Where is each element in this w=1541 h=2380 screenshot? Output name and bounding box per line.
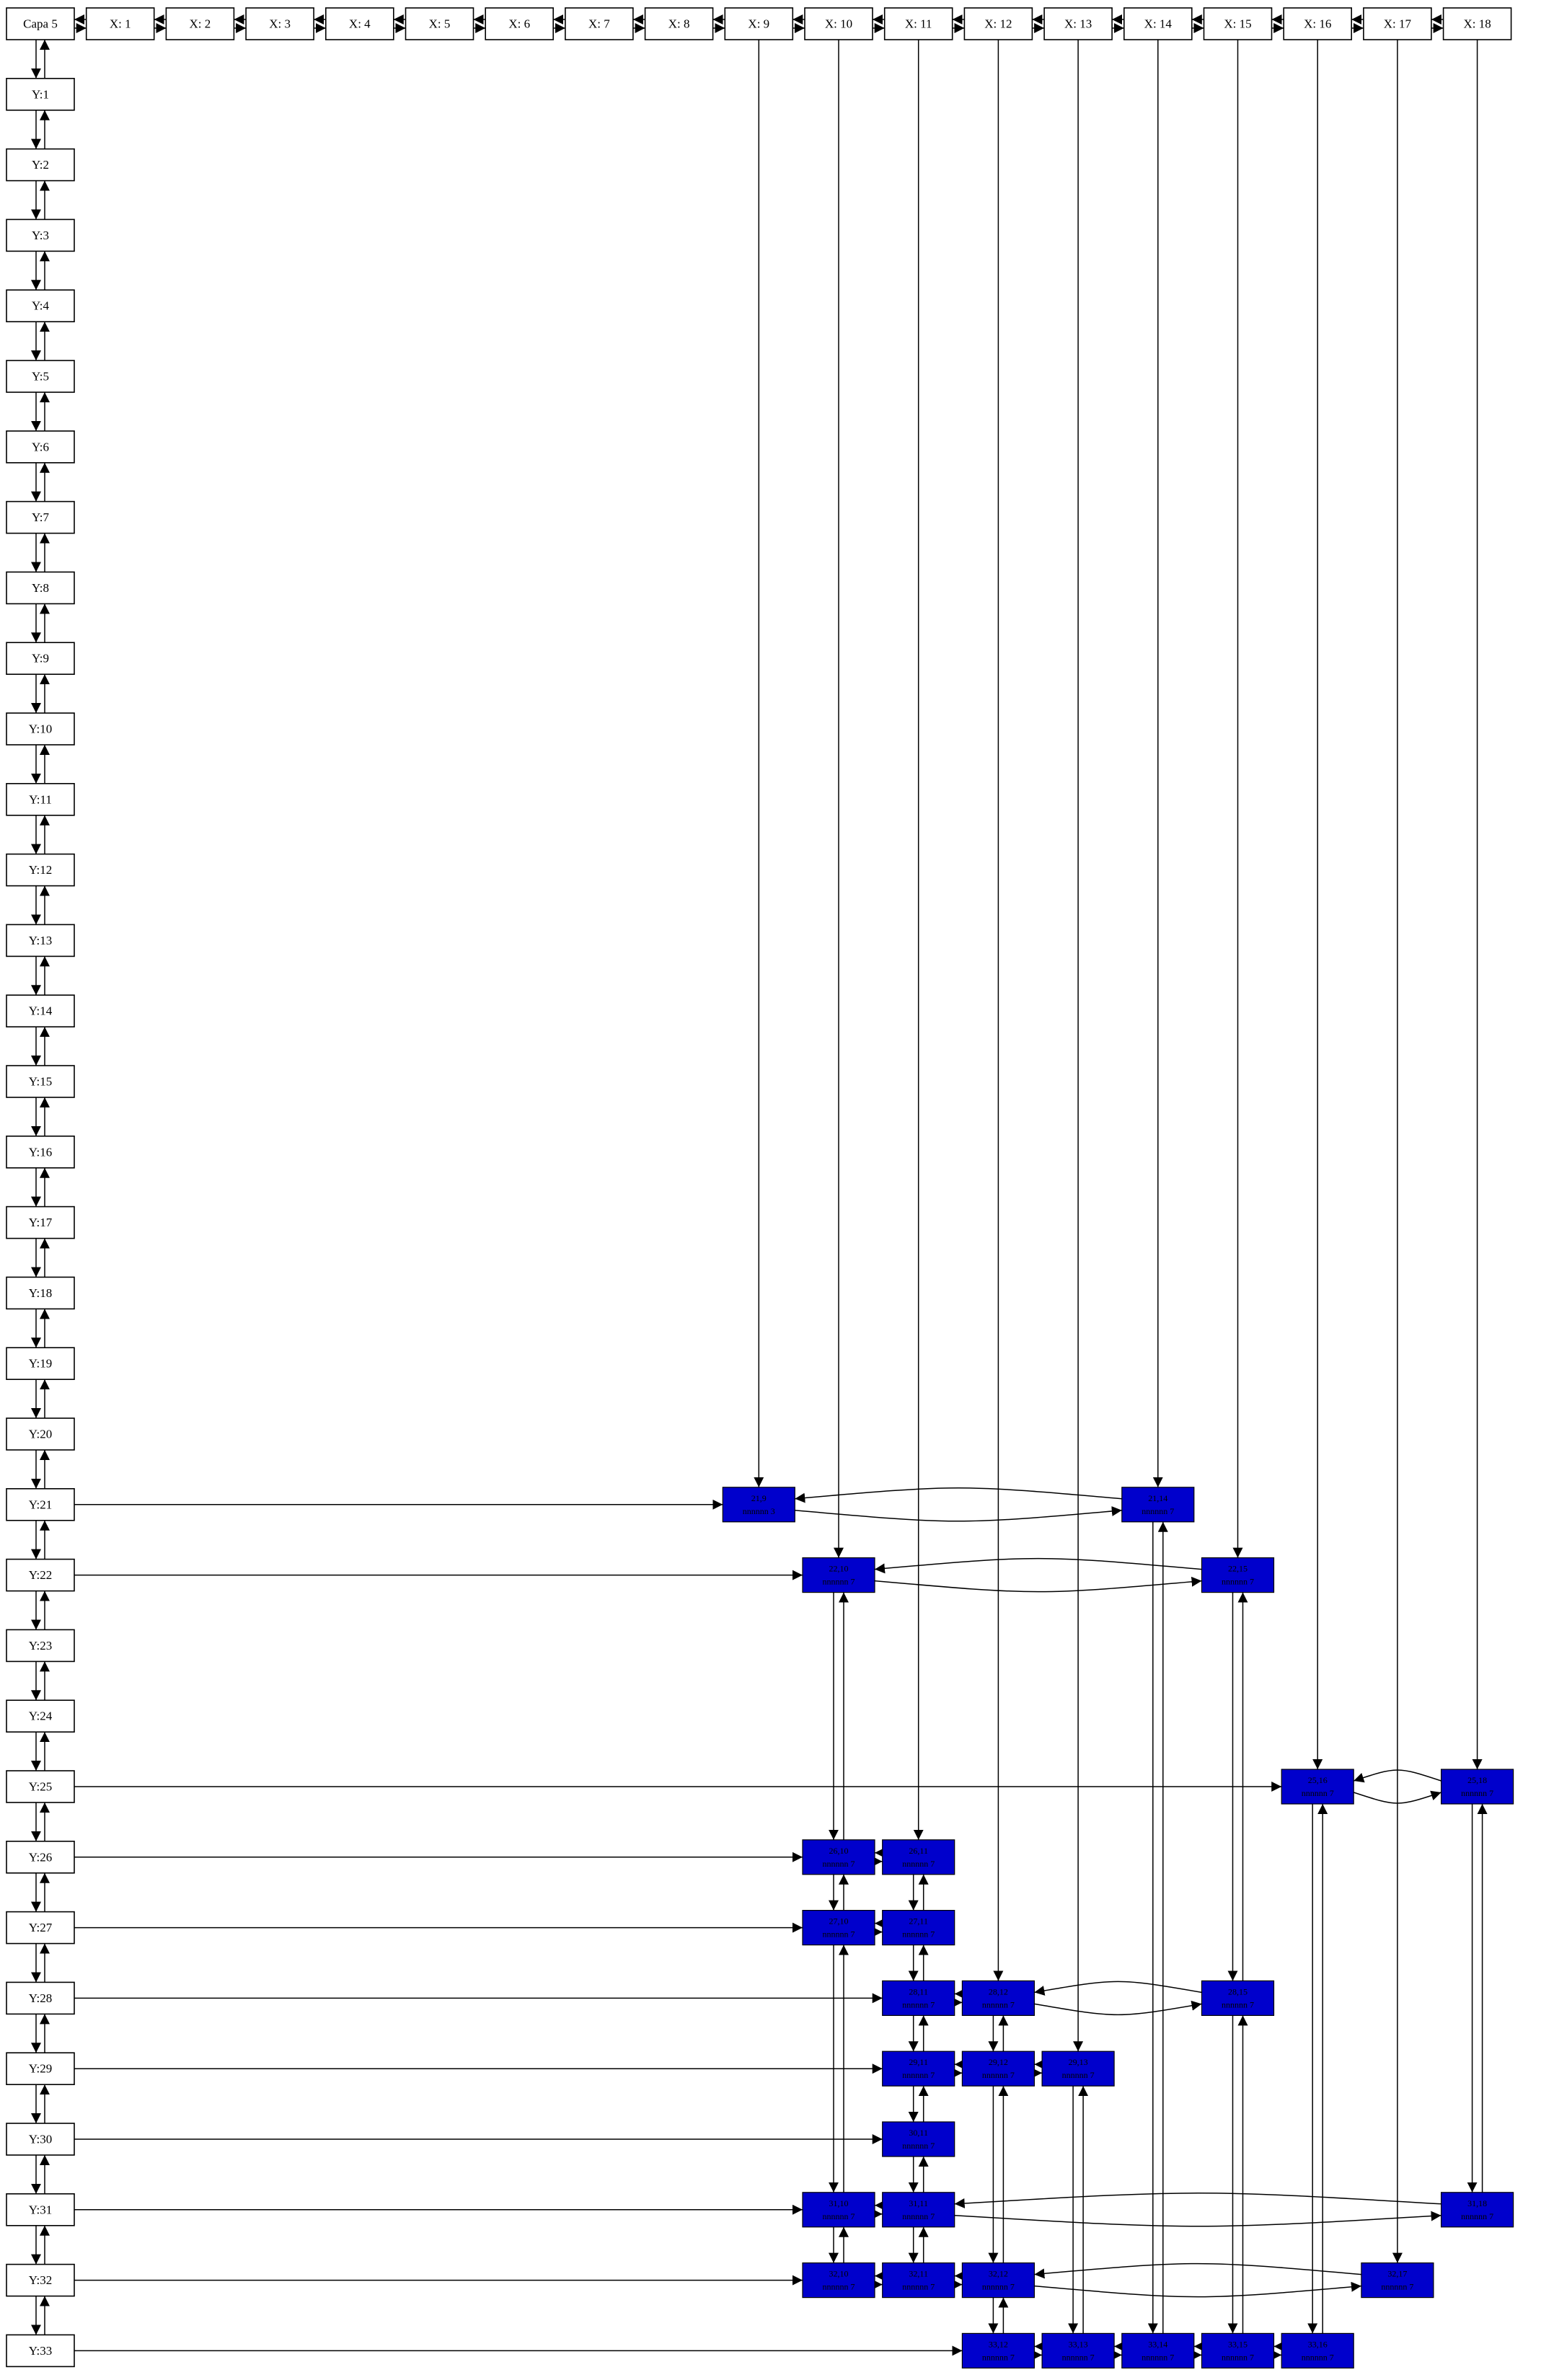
cell-node[interactable]: [1122, 1487, 1194, 1522]
x-header-8[interactable]: [645, 8, 713, 40]
cell-node[interactable]: [723, 1487, 795, 1522]
x-header-4-label: X: 4: [348, 17, 371, 31]
y-header-5[interactable]: [6, 360, 74, 392]
cell-node[interactable]: [883, 2193, 955, 2227]
y-header-20[interactable]: [6, 1418, 74, 1450]
cell-node[interactable]: [883, 2051, 955, 2086]
cell-subtitle: nnnnnn 7: [822, 1929, 855, 1939]
x-header-5-label: X: 5: [428, 17, 451, 31]
y-header-20-label: Y:20: [28, 1427, 53, 1441]
cell-title: 28,12: [988, 1986, 1008, 1997]
x-header-3[interactable]: [246, 8, 314, 40]
y-header-30[interactable]: [6, 2123, 74, 2155]
x-header-17-label: X: 17: [1383, 17, 1412, 31]
x-header-12[interactable]: [964, 8, 1032, 40]
cell-node[interactable]: [1202, 2333, 1274, 2368]
cell-title: 33,16: [1307, 2339, 1328, 2350]
row-link-forward: [795, 1510, 1122, 1521]
x-header-14-label: X: 14: [1144, 17, 1172, 31]
x-header-10-label: X: 10: [824, 17, 853, 31]
x-header-6-label: X: 6: [508, 17, 531, 31]
y-header-14-label: Y:14: [28, 1004, 53, 1018]
cell-node[interactable]: [1202, 1981, 1274, 2015]
cell-subtitle: nnnnnn 7: [981, 2352, 1015, 2363]
cell-title: 32,12: [988, 2268, 1008, 2279]
row-link-forward: [1034, 2004, 1201, 2014]
root-node[interactable]: [6, 8, 74, 40]
cell-node[interactable]: [962, 2051, 1034, 2086]
cell-node[interactable]: [803, 2263, 875, 2298]
x-header-16-label: X: 16: [1304, 17, 1332, 31]
cell-subtitle: nnnnnn 7: [902, 1858, 935, 1869]
cell-title: 33,15: [1228, 2339, 1248, 2350]
cell-title: 26,10: [829, 1845, 849, 1856]
cell-title: 26,11: [909, 1845, 928, 1856]
cell-title: 21,14: [1148, 1492, 1168, 1503]
cell-title: 31,18: [1467, 2198, 1488, 2208]
cell-subtitle: nnnnnn 7: [902, 2070, 935, 2081]
y-header-7[interactable]: [6, 502, 74, 534]
cell-node[interactable]: [803, 2193, 875, 2227]
y-header-21[interactable]: [6, 1489, 74, 1521]
y-header-31-label: Y:31: [28, 2203, 53, 2217]
y-header-19-label: Y:19: [28, 1356, 53, 1371]
y-header-22-label: Y:22: [28, 1568, 53, 1583]
x-header-4[interactable]: [326, 8, 394, 40]
x-header-8-label: X: 8: [668, 17, 690, 31]
y-header-18-label: Y:18: [28, 1286, 53, 1300]
cell-subtitle: nnnnnn 3: [742, 1505, 775, 1516]
cell-subtitle: nnnnnn 7: [902, 2141, 935, 2151]
y-header-32-label: Y:32: [28, 2273, 53, 2288]
cell-node[interactable]: [962, 2263, 1034, 2298]
y-header-12-label: Y:12: [28, 863, 53, 877]
y-header-25[interactable]: [6, 1771, 74, 1802]
y-header-31[interactable]: [6, 2194, 74, 2226]
y-header-10[interactable]: [6, 713, 74, 745]
x-header-7-label: X: 7: [588, 17, 610, 31]
cell-subtitle: nnnnnn 7: [822, 1576, 855, 1587]
cell-node[interactable]: [1281, 2333, 1354, 2368]
y-header-4[interactable]: [6, 290, 74, 322]
x-header-15[interactable]: [1204, 8, 1272, 40]
x-header-7[interactable]: [565, 8, 633, 40]
root-node-label: Capa 5: [23, 17, 58, 31]
cell-subtitle: nnnnnn 7: [1142, 2352, 1175, 2363]
y-header-13-label: Y:13: [28, 933, 53, 947]
y-header-1[interactable]: [6, 79, 74, 110]
x-header-1[interactable]: [87, 8, 154, 40]
cell-title: 31,10: [829, 2198, 849, 2208]
cell-title: 32,17: [1387, 2268, 1408, 2279]
x-header-2-label: X: 2: [189, 17, 211, 31]
x-header-3-label: X: 3: [269, 17, 291, 31]
cell-subtitle: nnnnnn 7: [981, 1999, 1015, 2010]
cell-subtitle: nnnnnn 7: [1461, 1788, 1494, 1798]
y-header-19[interactable]: [6, 1348, 74, 1379]
cell-node[interactable]: [803, 1840, 875, 1875]
cell-title: 33,12: [988, 2339, 1008, 2350]
cell-node[interactable]: [883, 2263, 955, 2298]
x-header-14[interactable]: [1124, 8, 1192, 40]
cell-subtitle: nnnnnn 7: [1061, 2352, 1095, 2363]
cell-title: 28,15: [1228, 1986, 1248, 1997]
y-header-33[interactable]: [6, 2335, 74, 2366]
row-link-forward: [955, 2216, 1441, 2226]
cell-subtitle: nnnnnn 7: [1222, 1576, 1254, 1587]
cell-node[interactable]: [962, 2333, 1034, 2368]
y-header-11[interactable]: [6, 784, 74, 815]
cell-title: 25,18: [1467, 1775, 1488, 1785]
y-header-8-label: Y:8: [32, 580, 49, 595]
y-header-6-label: Y:6: [32, 440, 49, 454]
y-header-25-label: Y:25: [28, 1779, 53, 1794]
x-header-6[interactable]: [485, 8, 553, 40]
row-link-back: [1034, 1981, 1201, 1992]
y-header-7-label: Y:7: [32, 510, 49, 525]
cell-node[interactable]: [1122, 2333, 1194, 2368]
y-header-3[interactable]: [6, 219, 74, 251]
cell-subtitle: nnnnnn 7: [981, 2281, 1015, 2292]
x-header-18-label: X: 18: [1463, 17, 1491, 31]
cell-title: 30,11: [909, 2128, 928, 2138]
y-header-2[interactable]: [6, 149, 74, 181]
x-header-18[interactable]: [1444, 8, 1511, 40]
y-header-3-label: Y:3: [32, 228, 49, 242]
x-header-13-label: X: 13: [1064, 17, 1092, 31]
node-layer: [6, 8, 1514, 2368]
y-header-28[interactable]: [6, 1982, 74, 2014]
cell-title: 21,9: [751, 1492, 767, 1503]
x-header-11-label: X: 11: [904, 17, 932, 31]
cell-title: 22,15: [1228, 1563, 1248, 1574]
y-header-6[interactable]: [6, 431, 74, 463]
cell-subtitle: nnnnnn 7: [1301, 2352, 1334, 2363]
y-header-1-label: Y:1: [32, 87, 49, 102]
cell-subtitle: nnnnnn 7: [822, 2211, 855, 2221]
cell-subtitle: nnnnnn 7: [1142, 1505, 1175, 1516]
cell-subtitle: nnnnnn 7: [1222, 2352, 1254, 2363]
y-header-12[interactable]: [6, 854, 74, 886]
y-header-23[interactable]: [6, 1629, 74, 1661]
y-header-10-label: Y:10: [28, 722, 53, 736]
cell-title: 27,11: [909, 1916, 928, 1926]
y-header-8[interactable]: [6, 572, 74, 603]
y-header-29[interactable]: [6, 2053, 74, 2084]
y-header-11-label: Y:11: [29, 792, 52, 807]
y-header-24-label: Y:24: [28, 1709, 53, 1723]
cell-node[interactable]: [1202, 1558, 1274, 1593]
cell-node[interactable]: [883, 1911, 955, 1945]
y-header-13[interactable]: [6, 924, 74, 956]
cell-title: 29,11: [909, 2057, 928, 2068]
x-header-2[interactable]: [166, 8, 234, 40]
y-header-4-label: Y:4: [32, 298, 49, 313]
cell-subtitle: nnnnnn 7: [1061, 2070, 1095, 2081]
cell-node[interactable]: [883, 1840, 955, 1875]
cell-subtitle: nnnnnn 7: [1461, 2211, 1494, 2221]
cell-node[interactable]: [1441, 2193, 1514, 2227]
y-header-27[interactable]: [6, 1912, 74, 1944]
y-header-33-label: Y:33: [28, 2343, 53, 2358]
y-header-32[interactable]: [6, 2265, 74, 2296]
y-header-15-label: Y:15: [28, 1074, 53, 1089]
cell-title: 33,13: [1068, 2339, 1088, 2350]
y-header-16-label: Y:16: [28, 1145, 53, 1159]
cell-node[interactable]: [1042, 2051, 1114, 2086]
x-header-9[interactable]: [725, 8, 792, 40]
cell-title: 32,11: [909, 2268, 928, 2279]
cell-title: 28,11: [909, 1986, 928, 1997]
cell-title: 32,10: [829, 2268, 849, 2279]
x-header-11[interactable]: [885, 8, 953, 40]
cell-subtitle: nnnnnn 7: [822, 2281, 855, 2292]
cell-title: 27,10: [829, 1916, 849, 1926]
cell-title: 33,14: [1148, 2339, 1168, 2350]
cell-subtitle: nnnnnn 7: [902, 2211, 935, 2221]
y-header-26[interactable]: [6, 1841, 74, 1873]
cell-subtitle: nnnnnn 7: [902, 2281, 935, 2292]
y-header-17[interactable]: [6, 1207, 74, 1239]
y-header-2-label: Y:2: [32, 158, 49, 172]
cell-title: 29,13: [1068, 2057, 1088, 2068]
y-header-5-label: Y:5: [32, 369, 49, 384]
y-header-27-label: Y:27: [28, 1921, 53, 1935]
y-header-26-label: Y:26: [28, 1850, 53, 1864]
y-header-9-label: Y:9: [32, 651, 49, 665]
y-header-18[interactable]: [6, 1277, 74, 1309]
x-header-15-label: X: 15: [1224, 17, 1252, 31]
y-header-22[interactable]: [6, 1560, 74, 1591]
y-header-29-label: Y:29: [28, 2061, 53, 2076]
y-header-16[interactable]: [6, 1136, 74, 1168]
cell-node[interactable]: [1042, 2333, 1114, 2368]
y-header-21-label: Y:21: [28, 1498, 53, 1512]
x-header-16[interactable]: [1284, 8, 1351, 40]
cell-node[interactable]: [883, 2122, 955, 2156]
cell-subtitle: nnnnnn 7: [1381, 2281, 1414, 2292]
row-link-back: [955, 2193, 1441, 2204]
cell-title: 25,16: [1307, 1775, 1328, 1785]
cell-subtitle: nnnnnn 7: [902, 1929, 935, 1939]
y-header-30-label: Y:30: [28, 2132, 53, 2146]
cell-node[interactable]: [962, 1981, 1034, 2015]
cell-node[interactable]: [1361, 2263, 1434, 2298]
cell-node[interactable]: [803, 1558, 875, 1593]
cell-node[interactable]: [1281, 1769, 1354, 1804]
y-header-28-label: Y:28: [28, 1991, 53, 2005]
cell-node[interactable]: [1441, 1769, 1514, 1804]
cell-subtitle: nnnnnn 7: [822, 1858, 855, 1869]
cell-title: 31,11: [909, 2198, 928, 2208]
row-link-back: [795, 1488, 1122, 1499]
x-header-5[interactable]: [406, 8, 474, 40]
cell-node[interactable]: [883, 1981, 955, 2015]
y-header-23-label: Y:23: [28, 1638, 53, 1653]
cell-subtitle: nnnnnn 7: [1222, 1999, 1254, 2010]
x-header-13[interactable]: [1044, 8, 1112, 40]
y-header-15[interactable]: [6, 1066, 74, 1097]
x-header-17[interactable]: [1364, 8, 1431, 40]
cell-subtitle: nnnnnn 7: [1301, 1788, 1334, 1798]
x-header-10[interactable]: [805, 8, 873, 40]
x-header-9-label: X: 9: [748, 17, 770, 31]
x-header-1-label: X: 1: [109, 17, 131, 31]
cell-node[interactable]: [803, 1911, 875, 1945]
x-header-12-label: X: 12: [984, 17, 1012, 31]
y-header-17-label: Y:17: [28, 1216, 53, 1230]
y-header-24[interactable]: [6, 1700, 74, 1732]
cell-subtitle: nnnnnn 7: [902, 1999, 935, 2010]
cell-title: 22,10: [829, 1563, 849, 1574]
cell-title: 29,12: [988, 2057, 1008, 2068]
cell-subtitle: nnnnnn 7: [981, 2070, 1015, 2081]
y-header-9[interactable]: [6, 642, 74, 674]
y-header-14[interactable]: [6, 995, 74, 1027]
